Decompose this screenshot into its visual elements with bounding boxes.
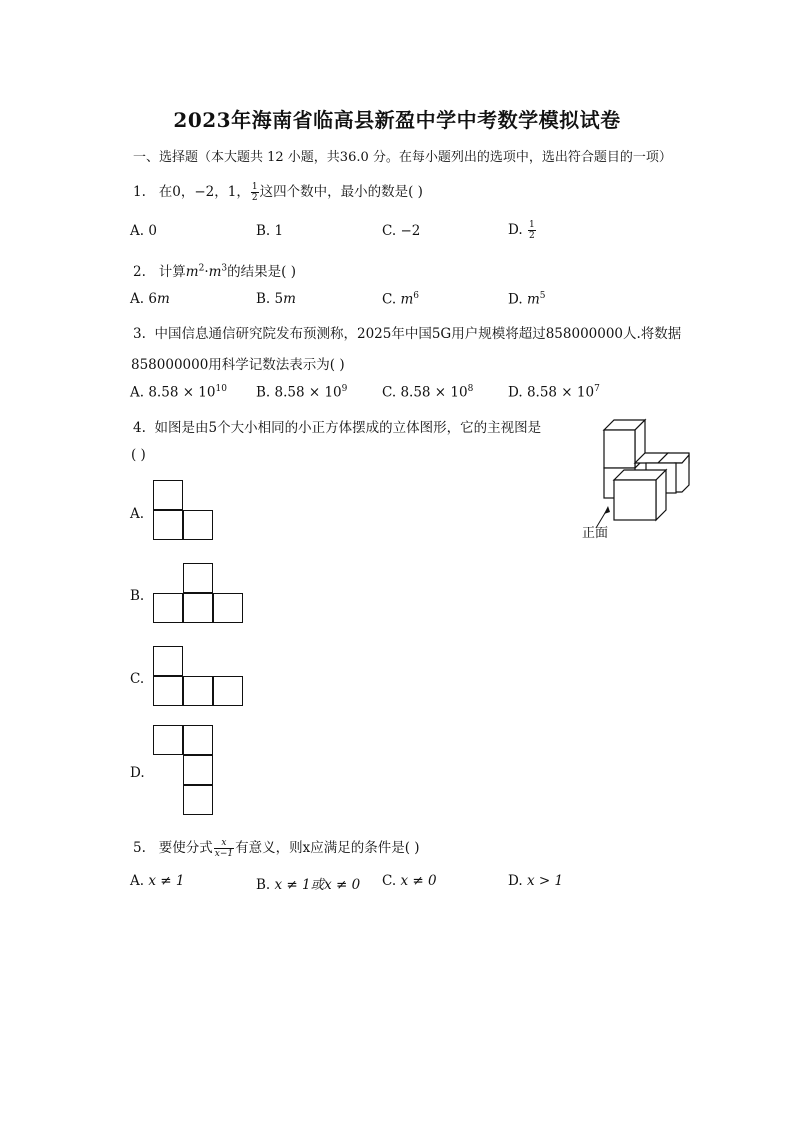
option-d-label[interactable]: D. — [130, 765, 145, 781]
square — [183, 785, 213, 815]
question-number: 4. — [133, 420, 146, 436]
question-text: 计算 — [158, 264, 186, 280]
square — [153, 646, 183, 676]
square — [153, 593, 183, 623]
square — [153, 725, 183, 755]
question-5 — [133, 836, 420, 859]
question-4 — [133, 416, 541, 436]
option-a[interactable]: A. 6m — [130, 291, 170, 307]
question-text: 要使分式 — [158, 840, 213, 856]
question-text: 的结果是( ) — [227, 264, 296, 280]
square — [183, 593, 213, 623]
option-b[interactable]: B. 5m — [256, 291, 296, 307]
front-view-label: 正面 — [582, 526, 609, 541]
square — [183, 563, 213, 593]
question-text: 有意义，则x应满足的条件是( ) — [235, 840, 420, 856]
arrow-head — [604, 506, 610, 514]
square — [213, 593, 243, 623]
cube-front-face — [614, 480, 656, 520]
option-b[interactable]: B. $8.58 \times 10^9$ — [256, 384, 348, 401]
square — [183, 510, 213, 540]
question-1 — [133, 180, 423, 203]
option-a[interactable]: A. 0 — [130, 223, 157, 239]
question-4-line-2: ( ) — [131, 447, 146, 463]
option-b[interactable]: B. x ≠ 1或x ≠ 0 — [256, 877, 361, 893]
question-text: 中国信息通信研究院发布预测称，2025年中国5G用户规模将超过858000000人.将数据 — [154, 326, 682, 342]
option-b[interactable]: B. 1 — [256, 223, 284, 239]
fraction: $\frac{1}{2}$ — [251, 182, 258, 203]
square — [153, 510, 183, 540]
option-a[interactable]: A. $8.58 \times 10^{10}$ — [130, 384, 227, 401]
question-3 — [133, 322, 681, 342]
option-d[interactable]: D. $m^5$ — [508, 291, 546, 308]
option-d[interactable]: D. x > 1 — [508, 873, 564, 889]
option-c[interactable]: C. $m^6$ — [382, 291, 419, 308]
section-heading: 一、选择题（本大题共 12 小题，共36.0 分。在每小题列出的选项中，选出符合题目的一项） — [133, 150, 672, 165]
question-number: 2. — [133, 264, 146, 280]
page-title: 2023年海南省临高县新盈中学中考数学模拟试卷 — [173, 108, 621, 132]
question-text: 在0，−2，1， — [158, 184, 250, 200]
cube-figure — [570, 410, 700, 540]
option-b-label[interactable]: B. — [130, 588, 145, 604]
option-c[interactable]: C. x ≠ 0 — [382, 873, 437, 889]
question-number: 1. — [133, 184, 146, 200]
option-c-label[interactable]: C. — [130, 671, 145, 687]
square — [213, 676, 243, 706]
square — [153, 480, 183, 510]
option-a[interactable]: A. x ≠ 1 — [130, 873, 185, 889]
option-c[interactable]: C. $8.58 \times 10^8$ — [382, 384, 474, 401]
question-text: 这四个数中，最小的数是( ) — [259, 184, 423, 200]
option-d[interactable]: D. $\frac{1}{2}$ — [508, 220, 535, 241]
square — [153, 676, 183, 706]
question-3-line-2: 858000000用科学记数法表示为( ) — [131, 357, 345, 373]
fraction: $\frac{1}{2}$ — [528, 220, 535, 241]
option-a-label[interactable]: A. — [130, 506, 145, 522]
cube-front-face — [604, 430, 635, 468]
square — [183, 725, 213, 755]
question-text: 如图是由5个大小相同的小正方体摆成的立体图形，它的主视图是 — [154, 420, 542, 436]
fraction: $\frac{x}{x-1}$ — [214, 838, 234, 859]
square — [183, 676, 213, 706]
question-2: 2. 计算$m^2\cdot m^3$的结果是( ) — [133, 263, 296, 280]
option-c[interactable]: C. −2 — [382, 223, 421, 239]
question-number: 5. — [133, 840, 146, 856]
option-d[interactable]: D. $8.58 \times 10^7$ — [508, 384, 600, 401]
square — [183, 755, 213, 785]
question-number: 3. — [133, 326, 146, 342]
